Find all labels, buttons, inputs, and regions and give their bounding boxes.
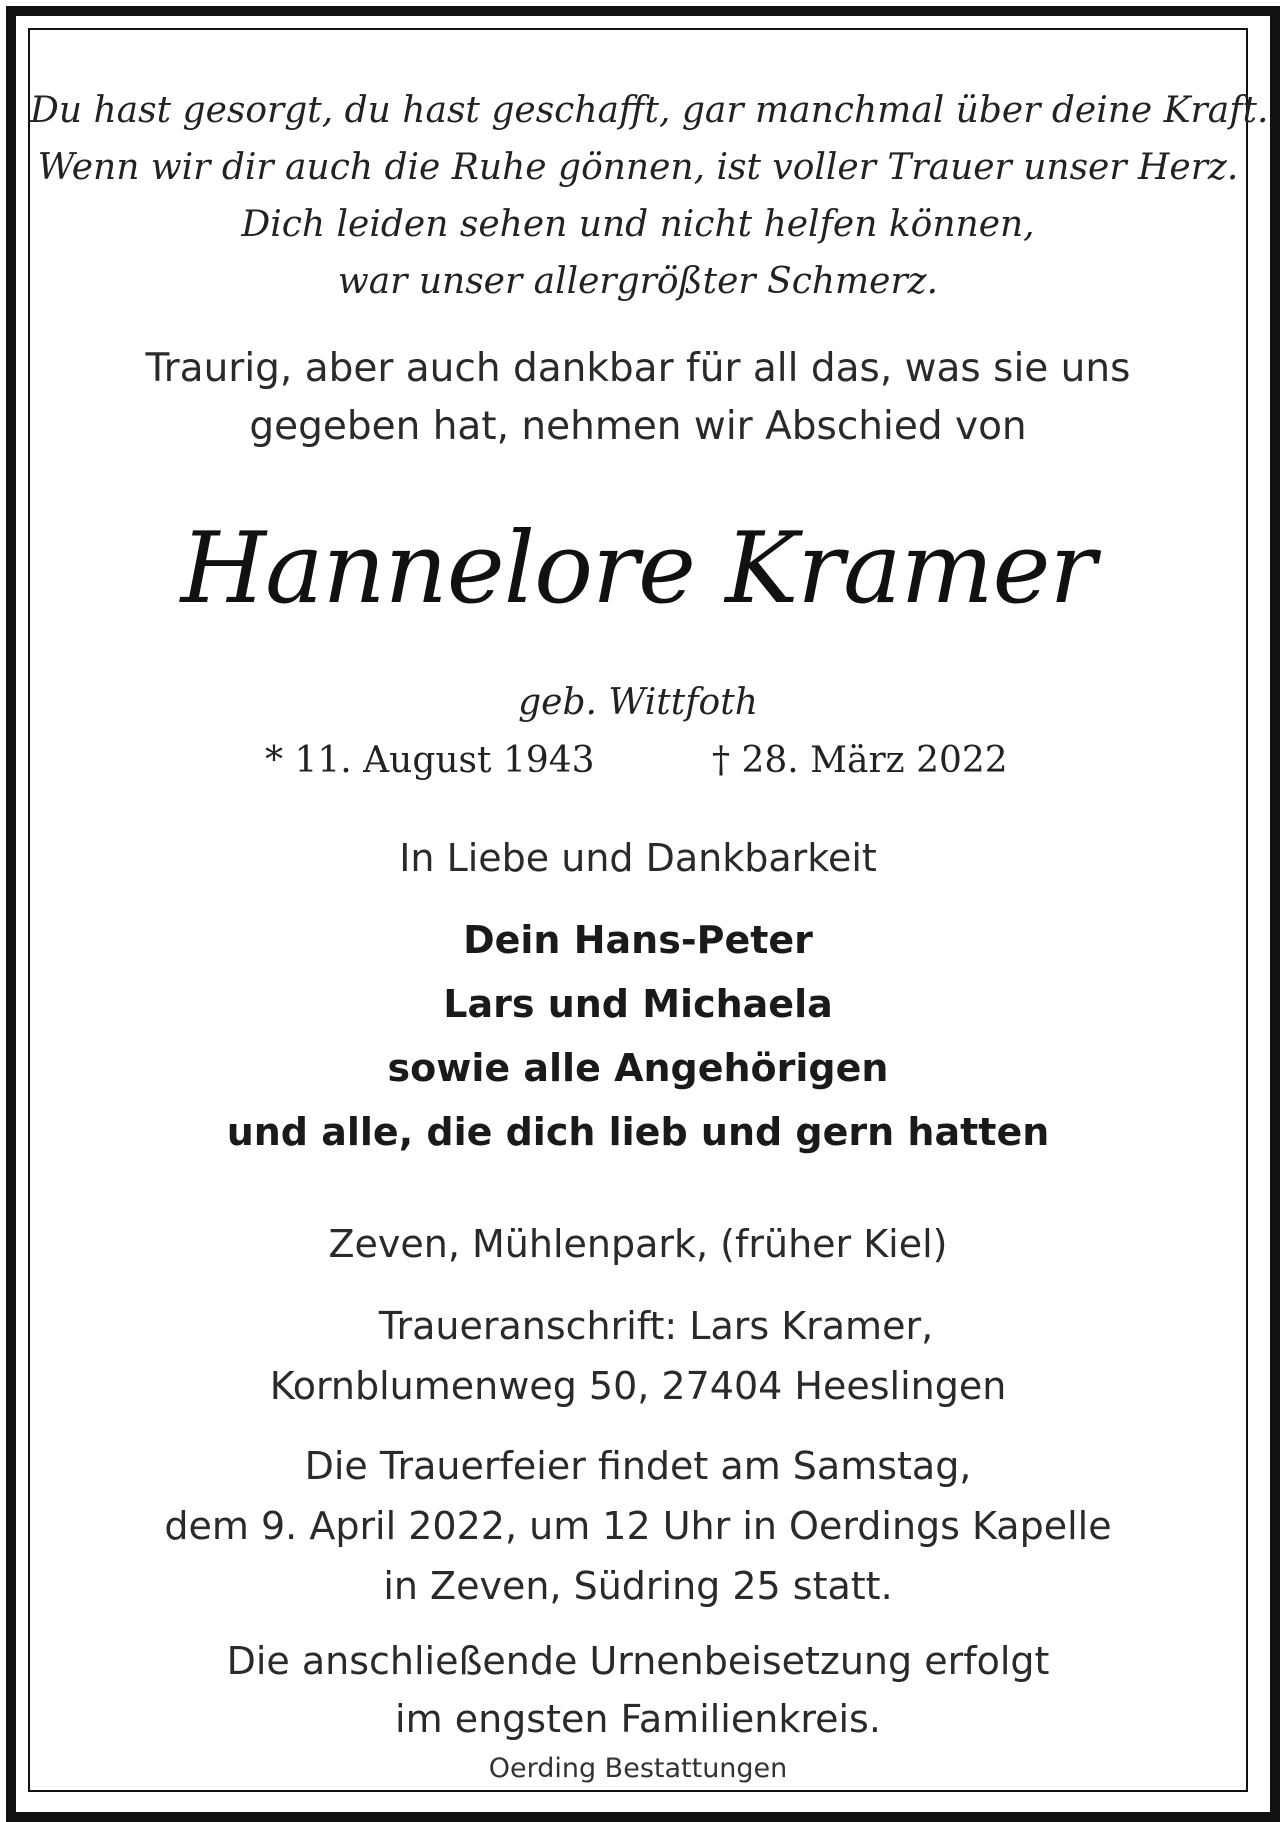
deceased-name: Hannelore Kramer: [180, 512, 1096, 626]
burial-line: im engsten Familienkreis.: [395, 1697, 881, 1741]
address-line: Kornblumenweg 50, 27404 Heeslingen: [269, 1364, 1007, 1408]
mourner-line: Dein Hans-Peter: [463, 918, 813, 962]
poem-line: war unser allergrößter Schmerz.: [337, 261, 939, 302]
address-line: Traueranschrift: Lars Kramer,: [378, 1304, 934, 1348]
birth-date: * 11. August 1943: [265, 740, 595, 781]
poem-line: Wenn wir dir auch die Ruhe gönnen, ist voller Trauer unser Herz.: [37, 147, 1239, 188]
service-line: in Zeven, Südring 25 statt.: [383, 1564, 893, 1608]
funeral-service-info: [30, 1436, 1246, 1616]
intro-line: Traurig, aber auch dankbar für all das, was sie uns: [145, 346, 1131, 391]
mourner-line: sowie alle Angehörigen: [387, 1046, 889, 1090]
intro-line: gegeben hat, nehmen wir Abschied von: [249, 404, 1027, 449]
closing-phrase: In Liebe und Dankbarkeit: [399, 836, 877, 880]
mourner-line: Lars und Michaela: [443, 982, 833, 1026]
burial-info: [30, 1632, 1246, 1748]
residence-place: Zeven, Mühlenpark, (früher Kiel): [328, 1222, 948, 1266]
death-date: † 28. März 2022: [712, 740, 1008, 781]
intro-text: [30, 340, 1246, 456]
poem-line: Du hast gesorgt, du hast geschafft, gar manchmal über deine Kraft.: [30, 90, 1269, 131]
burial-line: Die anschließende Urnenbeisetzung erfolgt: [226, 1639, 1050, 1683]
mourner-line: und alle, die dich lieb und gern hatten: [226, 1110, 1050, 1154]
mourning-address: [30, 1296, 1246, 1416]
service-line: Die Trauerfeier findet am Samstag,: [304, 1444, 972, 1488]
service-line: dem 9. April 2022, um 12 Uhr in Oerdings Kapelle: [164, 1504, 1112, 1548]
obituary-notice: [30, 30, 1269, 1790]
memorial-poem: [30, 82, 1269, 310]
maiden-name: geb. Wittfoth: [518, 682, 758, 723]
poem-line: Dich leiden sehen und nicht helfen können,: [241, 204, 1035, 245]
undertaker-name: Oerding Bestattungen: [488, 1753, 788, 1784]
mourners-list: [30, 908, 1246, 1164]
